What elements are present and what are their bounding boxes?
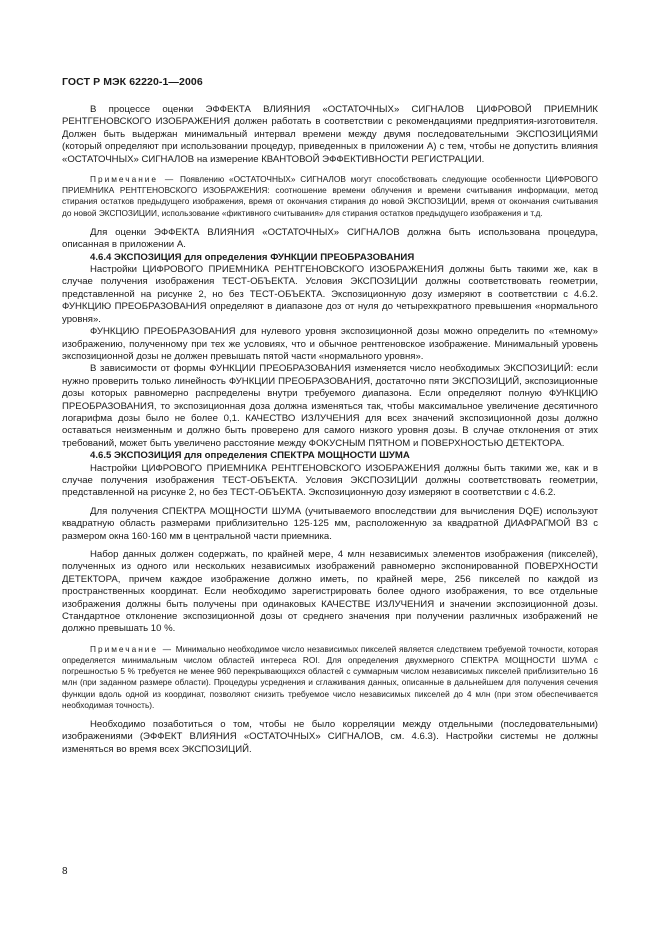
standard-header: ГОСТ Р МЭК 62220-1—2006 [62,76,203,88]
note-label: Примечание — [90,174,176,185]
section-heading-4-6-4: 4.6.4 ЭКСПОЗИЦИЯ для определения ФУНКЦИИ ПРЕОБРАЗОВАНИЯ [90,251,415,263]
paragraph-dark-image: ФУНКЦИЮ ПРЕОБРАЗОВАНИЯ для нулевого уровня экспозиционной дозы можно определить по «темному» изображению, полученному при тех же условиях, что и обычное рентгеновское изображение. Минимальный уровень экспозиционной дозы не должен превышать пятой части «нормального уровня». [62,326,598,362]
note-label: Примечание — [90,643,174,654]
paragraph-nps-settings: Настройки ЦИФРОВОГО ПРИЕМНИКА РЕНТГЕНОВСКОГО ИЗОБРАЖЕНИЯ должны быть такими же, как и в случае получения изображения ТЕСТ-ОБЪЕКТА. Условия ЭКСПОЗИЦИИ должны соответствовать геометрии, представленной на рисунке 2, но без ТЕСТ-ОБЪЕКТА. Экспозиционную дозу измеряют в соответствии с 4.6.2. [62,462,598,499]
paragraph-exposure-count: В зависимости от формы ФУНКЦИИ ПРЕОБРАЗОВАНИЯ изменяется число необходимых ЭКСПОЗИЦИЙ: если нужно проверить только линейность ФУНКЦИИ ПРЕОБРАЗОВАНИЯ, достаточно пяти ЭКСПОЗИЦИЙ, экспозиционные дозы которых равномерно распределены внутри требуемого диапазона. Если определяют полную ФУНКЦИЮ ПРЕОБРАЗОВАНИЯ, то экспозиционная доза должна изменяться так, чтобы максимальное увеличение десятичного логарифма дозы было не более 0,1. КАЧЕСТВО ИЗЛУЧЕНИЯ для всех значений экспозиционной дозы должно оставаться неизменным и должно быть проверено для самого низкого уровня дозы. В случае отклонения от этих требований, может быть увеличено расстояние между ФОКУСНЫМ ПЯТНОМ и ПОВЕРХНОСТЬЮ ДЕТЕКТОРА. [62,363,598,449]
paragraph-transfer-function-settings: Настройки ЦИФРОВОГО ПРИЕМНИКА РЕНТГЕНОВСКОГО ИЗОБРАЖЕНИЯ должны быть такими же, как в случае получения изображения ТЕСТ-ОБЪЕКТА. Условия ЭКСПОЗИЦИИ должны соответствовать геометрии, представленной на рисунке 2, но без ТЕСТ-ОБЪЕКТА. Экспозиционную дозу измеряют в соответствии с 4.6.2. ФУНКЦИЮ ПРЕОБРАЗОВАНИЯ определяют в диапазоне доз от нуля до четырехкратного превышения «нормального уровня». [62,264,598,325]
page-number: 8 [62,866,68,877]
document-body [62,104,598,756]
paragraph-correlation: Необходимо позаботиться о том, чтобы не было корреляции между отдельными (последовательными) изображениями (ЭФФЕКТ ВЛИЯНИЯ «ОСТАТОЧНЫХ» СИГНАЛОВ, см. 4.6.3). Настройки системы не должны изменяться во время всех ЭКСПОЗИЦИЙ. [62,719,598,755]
paragraph-residual-signal-intro: В процессе оценки ЭФФЕКТА ВЛИЯНИЯ «ОСТАТОЧНЫХ» СИГНАЛОВ ЦИФРОВОЙ ПРИЕМНИК РЕНТГЕНОВСКОГО ИЗОБРАЖЕНИЯ должен работать в соответствии с рекомендациями предприятия-изготовителя. Должен быть выдержан минимальный интервал времени между двумя последовательными ЭКСПОЗИЦИЯМИ (который определяют при использовании процедур, приведенных в приложении А) с тем, чтобы не допустить влияния «ОСТАТОЧНЫХ» СИГНАЛОВ на измерение КВАНТОВОЙ ЭФФЕКТИВНОСТИ РЕГИСТРАЦИИ. [62,104,598,165]
note-text: Появлению «ОСТАТОЧНЫХ» СИГНАЛОВ могут способствовать следующие особенности ЦИФРОВОГО ПРИЕМНИКА РЕНТГЕНОВСКОГО ИЗОБРАЖЕНИЯ: соотношение времени облучения и времени считывания информации, метод стирания остатков предыдущего изображения, время от окончания стирания до новой ЭКСПОЗИЦИИ, время от окончания считывания до новой ЭКСПОЗИЦИИ, использование «фиктивного считывания» для стирания остатков предыдущего изображения и т.д. [62,174,598,218]
paragraph-dataset-requirements: Набор данных должен содержать, по крайней мере, 4 млн независимых элементов изображения (пикселей), полученных из одного или нескольких независимых изображений равномерно экспонированной ПОВЕРХНОСТИ ДЕТЕКТОРА, причем каждое изображение должно иметь, по крайней мере, 256 пикселей по каждой из пространственных координат. Если необходимо зарегистрировать более одного изображения, то все отдельные изображения должны быть получены при одинаковых КАЧЕСТВЕ ИЗЛУЧЕНИЯ и значении экспозиционной дозы. Стандартное отклонение экспозиционной дозы от среднего значения при получении различных изображений не должно превышать 10 %. [62,549,598,635]
paragraph-nps-area: Для получения СПЕКТРА МОЩНОСТИ ШУМА (учитываемого впоследствии для вычисления DQE) используют квадратную область размерами приблизительно 125·125 мм, расположенную за квадратной ДИАФРАГМОЙ B3 с размером окна 160·160 мм в центральной части приемника. [62,505,598,542]
section-heading-4-6-5: 4.6.5 ЭКСПОЗИЦИЯ для определения СПЕКТРА МОЩНОСТИ ШУМА [90,450,410,462]
note-text: Минимально необходимое число независимых пикселей является следствием требуемой точности, которая определяется минимальным числом областей интереса ROI. Для определения двухмерного СПЕКТРА МОЩНОСТИ ШУМА с погрешностью 5 % требуется не менее 960 перекрывающихся областей с суммарным числом независимых пикселей приблизительно 16 млн (при заданном размере области). Процедуры усреднения и сглаживания данных, описанные в дальнейшем для получения сечения функции вдоль одной из координат, позволяют снизить требуемое число независимых пикселей до 4 млн (при этом обеспечивается необходимая точность). [62,643,599,710]
note-residual-signals [62,174,598,219]
note-min-pixels [62,644,598,711]
paragraph-appendix-a-reference: Для оценки ЭФФЕКТА ВЛИЯНИЯ «ОСТАТОЧНЫХ» СИГНАЛОВ должна быть использована процедура, описанная в приложении А. [62,226,598,251]
